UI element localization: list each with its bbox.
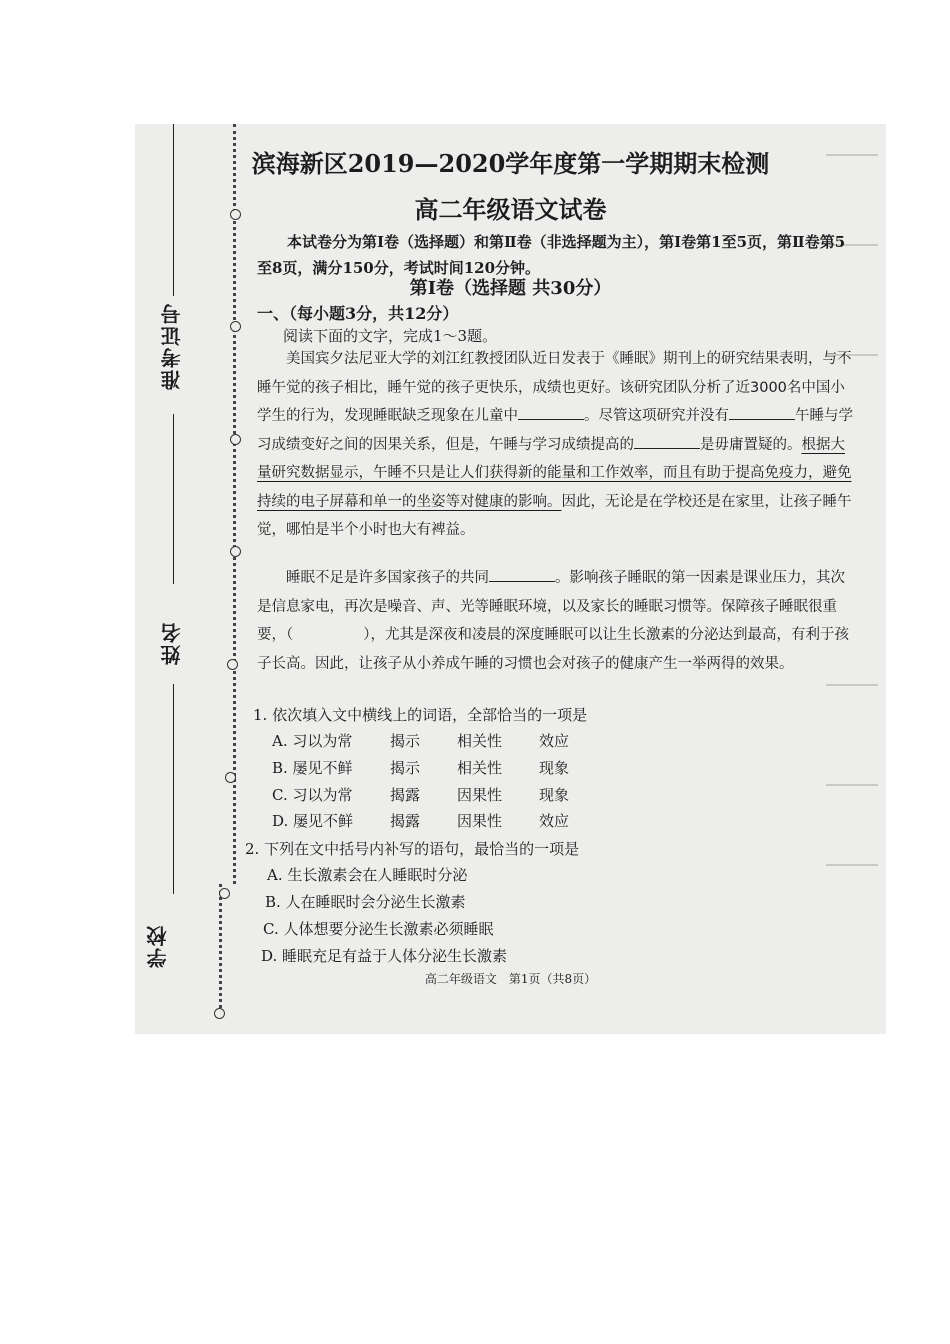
passage-text: 午睡与学习成绩变好之间的因果关系，但是，午睡与学习成绩提高的 xyxy=(257,408,853,453)
name-label: 姓名 xyxy=(160,621,184,665)
scanned-exam-page xyxy=(135,124,886,1034)
exam-title: 滨海新区2019—2020学年度第一学期期末检测 xyxy=(251,149,770,178)
question-2-option-d: D. 睡眠充足有益于人体分泌生长激素 xyxy=(261,947,508,965)
fill-in-blank xyxy=(518,403,584,420)
binding-hole-mark xyxy=(225,772,236,783)
question-2-stem: 2. 下列在文中括号内补写的语句，最恰当的一项是 xyxy=(245,840,580,858)
question-1-option-a xyxy=(272,730,569,751)
exam-subtitle: 高二年级语文试卷 xyxy=(414,195,607,224)
option-word: 因果性 xyxy=(457,786,503,804)
name-blank-line xyxy=(173,684,174,894)
binding-hole-mark xyxy=(214,1008,225,1019)
option-word: 现象 xyxy=(539,759,570,777)
question-1-option-b xyxy=(272,757,569,778)
seal-dotted-line xyxy=(233,124,236,884)
exam-id-label: 准考证号 xyxy=(160,302,184,390)
passage-text: 因此，无论是在学校还是在家里，让孩子睡午觉，哪怕是半个小时也大有裨益。 xyxy=(257,493,852,538)
passage-text: 。影响孩子睡眠的第一因素是课业压力，其次是信息家电，再次是噪音、声、光等睡眠环境，以及家长的睡眠习惯等。保障孩子睡眠很重要，（ xyxy=(257,570,845,643)
passage-text: 美国宾夕法尼亚大学的刘江红教授团队近日发表于《睡眠》期刊上的研究结果表明，与不睡午觉的孩子相比，睡午觉的孩子更快乐，成绩也更好。该研究团队分析了近3000名中国小学生的行为，发现睡眠缺乏现象在儿童中 xyxy=(257,351,852,424)
school-label: 学校 xyxy=(146,924,170,968)
option-word: 效应 xyxy=(539,732,570,750)
option-label: D. 屡见不鲜 xyxy=(272,812,354,830)
passage-text: 是毋庸置疑的。 xyxy=(700,436,802,453)
exam-instructions: 本试卷分为第Ⅰ卷（选择题）和第Ⅱ卷（非选择题为主），第Ⅰ卷第1至5页，第Ⅱ卷第5至8页，满分150分，考试时间120分钟。 xyxy=(257,233,846,277)
reading-instruction: 阅读下面的文字，完成1～3题。 xyxy=(283,327,498,345)
option-word: 相关性 xyxy=(457,732,503,750)
binding-hole-mark xyxy=(219,888,230,899)
passage-text: ），尤其是深夜和凌晨的深度睡眠可以让生长激素的分泌达到最高，有利于孩子长高。因此，让孩子从小养成午睡的习惯也会对孩子的健康产生一举两得的效果。 xyxy=(257,627,849,672)
fill-in-blank xyxy=(489,565,555,582)
fill-in-blank xyxy=(729,403,795,420)
page-footer: 高二年级语文 第1页（共8页） xyxy=(424,972,597,986)
binding-hole-mark xyxy=(230,321,241,332)
bleed-through-mark xyxy=(826,684,878,686)
option-word: 因果性 xyxy=(457,812,503,830)
passage-text: 睡眠不足是许多国家孩子的共同 xyxy=(286,570,489,586)
option-word: 揭示 xyxy=(390,732,421,750)
binding-hole-mark xyxy=(230,546,241,557)
question-2-option-a: A. 生长激素会在人睡眠时分泌 xyxy=(267,866,468,884)
question-1-stem: 1. 依次填入文中横线上的词语，全部恰当的一项是 xyxy=(253,706,588,724)
option-word: 揭示 xyxy=(390,759,421,777)
passage-text: 。尽管这项研究并没有 xyxy=(584,408,729,424)
binding-hole-mark xyxy=(227,659,238,670)
option-word: 相关性 xyxy=(457,759,503,777)
binding-hole-mark xyxy=(230,434,241,445)
option-word: 效应 xyxy=(539,812,570,830)
underlined-sentence: 根据大量研究数据显示，午睡不只是让人们获得新的能量和工作效率，而且有助于提高免疫力，避免持续的电子屏幕和单一的坐姿等对健康的影响。 xyxy=(257,436,852,510)
option-label: A. 习以为常 xyxy=(272,732,353,750)
option-word: 揭露 xyxy=(390,812,421,830)
question-2-option-c: C. 人体想要分泌生长激素必须睡眠 xyxy=(263,920,494,938)
question-2-option-b: B. 人在睡眠时会分泌生长激素 xyxy=(265,893,466,911)
seal-dotted-line-lower xyxy=(219,884,222,1014)
passage-paragraph-1 xyxy=(257,345,857,545)
exam-id-blank-line-lower xyxy=(173,414,174,584)
bleed-through-mark xyxy=(826,784,878,786)
option-label: C. 习以为常 xyxy=(272,786,353,804)
option-word: 揭露 xyxy=(390,786,421,804)
question-1-option-d xyxy=(272,810,569,831)
passage-paragraph-2 xyxy=(257,564,857,678)
fill-in-blank xyxy=(634,432,700,449)
option-label: B. 屡见不鲜 xyxy=(272,759,353,777)
bleed-through-mark xyxy=(826,864,878,866)
option-word: 现象 xyxy=(539,786,570,804)
section-heading: 一、（每小题3分，共12分） xyxy=(257,304,459,323)
question-1-option-c xyxy=(272,784,569,805)
part-one-heading: 第Ⅰ卷（选择题 共30分） xyxy=(409,278,612,299)
